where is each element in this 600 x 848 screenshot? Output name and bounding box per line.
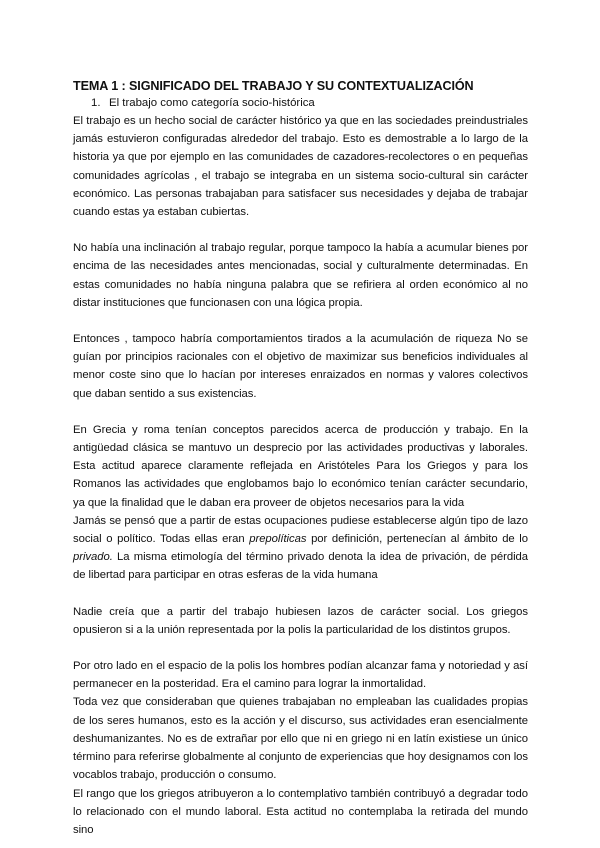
paragraph-5-part-a: Jamás se pensó que a partir de estas ocupaciones pudiese establecerse algún tipo de lazo social o político. Todas ellas eran [73,514,528,546]
paragraph-8: Toda vez que consideraban que quienes trabajaban no empleaban las cualidades propias de los seres humanos, esto es la acción y el discurso, sus actividades eran esencialmente deshumanizantes. No es de extrañar por ello que ni en griego ni en latín existiese un único término para referirse globalmente al conjunto de experiencias que hoy designamos con los vocablos trabajo, producción o consumo. [73,696,528,782]
paragraph-1: El trabajo es un hecho social de carácter histórico ya que en las sociedades preindustriales jamás estuvieron configuradas alrededor del trabajo. Esto es demostrable a lo largo de la historia ya que por ejemplo en las comunidades de cazadores-recolectores o en pequeñas comunidades agrícolas , el trabajo se integraba en un sistema socio-cultural sin carácter económico. Las personas trabajaban para satisfacer sus necesidades y dejaba de trabajar cuando estas ya estaban cubiertas. [73,115,528,219]
paragraph-5 [73,512,528,585]
emphasis-prepoliticas: prepolíticas [249,533,307,546]
paragraph-7: Por otro lado en el espacio de la polis los hombres podían alcanzar fama y notoriedad y así permanecer en la posteridad. Era el camino para lograr la inmortalidad. [73,660,528,691]
paragraph-3: Entonces , tampoco habría comportamientos tirados a la acumulación de riqueza No se guían por principios racionales con el objetivo de maximizar sus beneficios individuales al menor coste sino que lo hacían por intereses enraizados en normas y valores colectivos que daban sentido a sus existencias. [73,333,528,400]
emphasis-privado: privado. [73,551,113,564]
paragraph-5-part-c: La misma etimología del término privado denota la idea de privación, de pérdida de libertad para participar en otras esferas de la vida humana [73,551,528,582]
paragraph-5-part-b: por definición, pertenecían al ámbito de lo [306,533,528,546]
section-title: El trabajo como categoría socio-histórica [109,97,315,109]
paragraph-4: En Grecia y roma tenían conceptos parecidos acerca de producción y trabajo. En la antigüedad clásica se mantuvo un desprecio por las actividades productivas y laborales. Esta actitud aparece claramente reflejada en Aristóteles Para los Griegos y para los Romanos las actividades que englobamos bajo lo económico tenían carácter secundario, ya que la finalidad que le daban era proveer de objetos necesarios para la vida [73,423,528,509]
paragraph-2: No había una inclinación al trabajo regular, porque tampoco la había a acumular bienes por encima de las necesidades antes mencionadas, social y culturalmente determinadas. En estas comunidades no había ninguna palabra que se refiriera al orden económico al no distar instituciones que funcionasen con una lógica propia. [73,242,528,309]
document-title: TEMA 1 : SIGNIFICADO DEL TRABAJO Y SU CONTEXTUALIZACIÓN [73,79,474,93]
section-heading [91,95,528,112]
paragraph-6: Nadie creía que a partir del trabajo hubiesen lazos de carácter social. Los griegos opusieron si a la unión representada por la polis la particularidad de los distintos grupos. [73,605,528,636]
paragraph-9: El rango que los griegos atribuyeron a lo contemplativo también contribuyó a degradar todo lo relacionado con el mundo laboral. Esta actitud no contemplaba la retirada del mundo sino [73,787,528,836]
section-number: 1. [91,97,101,109]
